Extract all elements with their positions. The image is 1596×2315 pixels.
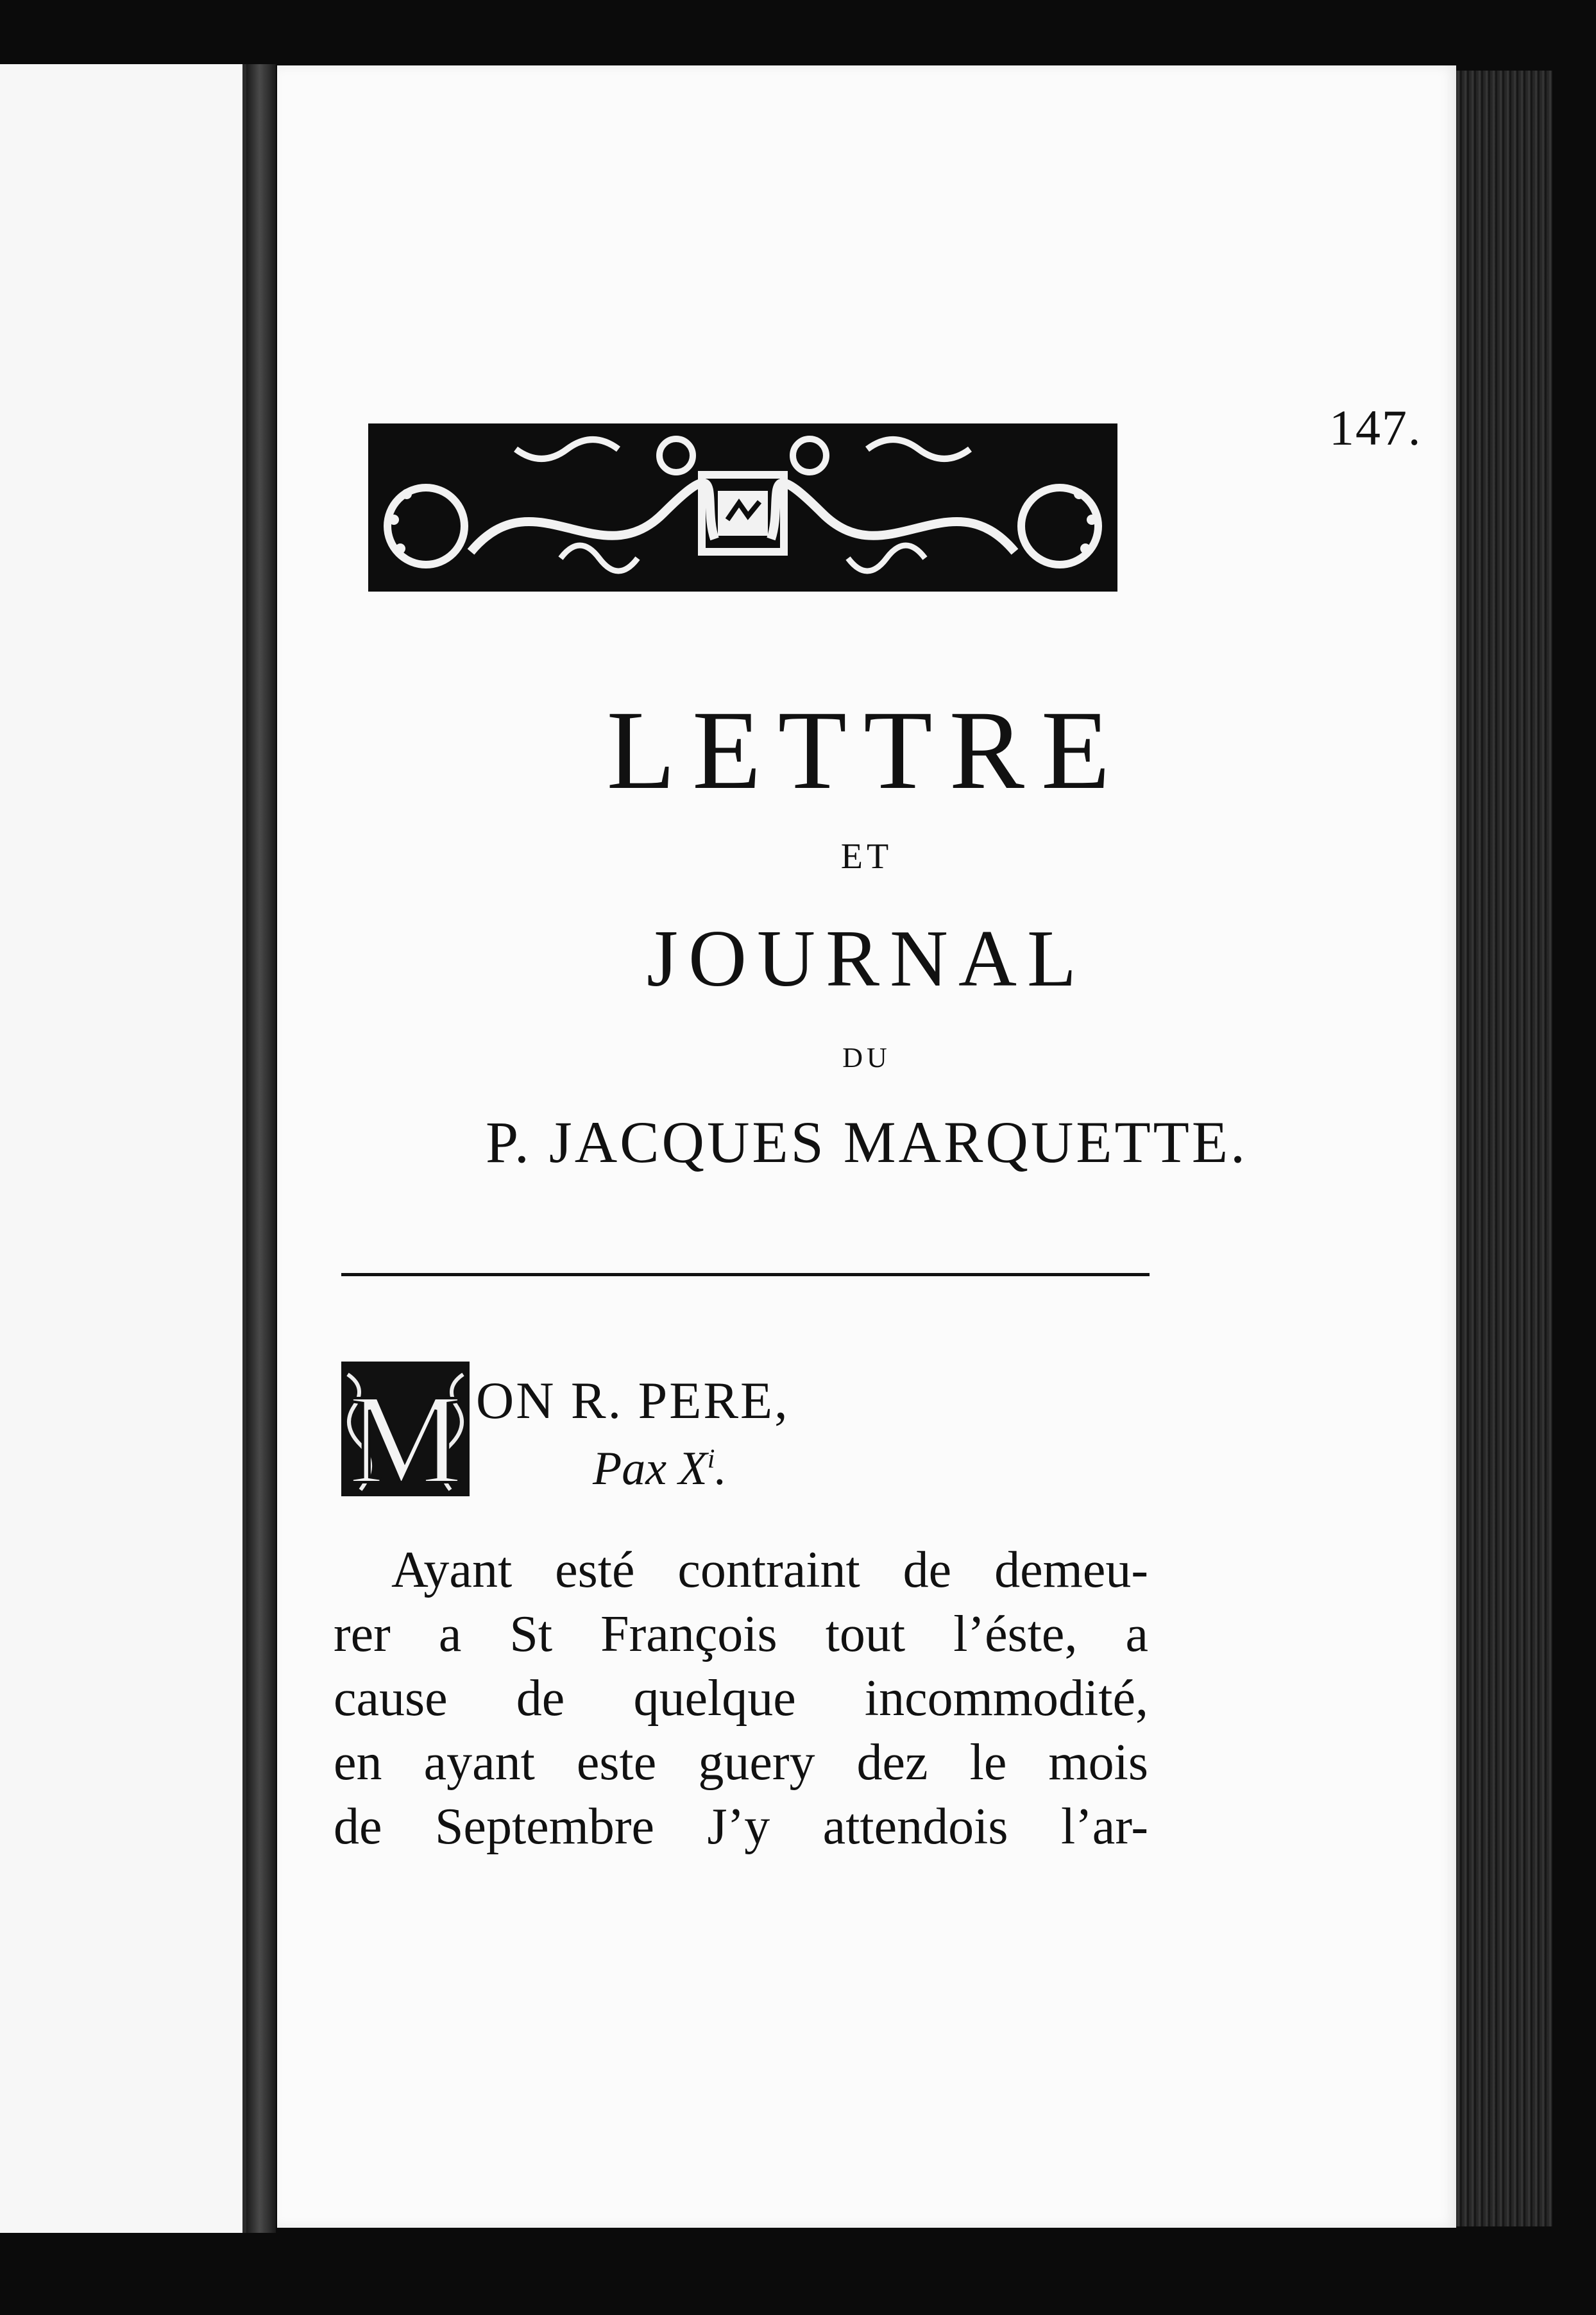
horizontal-rule: [341, 1273, 1150, 1276]
title-journal: JOURNAL: [646, 914, 1087, 1004]
woodcut-ornament-headpiece: [368, 423, 1117, 592]
decorated-initial-m: [341, 1362, 470, 1496]
text-line: en ayant este guery dez le mois: [334, 1734, 1148, 1791]
text-line: Ayant esté contraint de demeu-: [391, 1542, 1148, 1598]
svg-text:M: M: [348, 1369, 463, 1496]
title-author: P. JACQUES MARQUETTE.: [485, 1109, 1248, 1175]
pax-text: Pax X: [593, 1442, 708, 1495]
title-lettre: LETTRE: [606, 688, 1127, 813]
book-gutter: [246, 64, 276, 2233]
title-du: DU: [842, 1042, 891, 1073]
title-et: ET: [840, 837, 893, 876]
text-line: rer a St François tout l’éste, a: [334, 1606, 1148, 1662]
page-number: 147.: [1329, 400, 1422, 456]
pax-greeting: [593, 1442, 727, 1495]
book-page: [277, 65, 1456, 2228]
previous-page: [0, 64, 246, 2233]
pax-period: .: [715, 1442, 727, 1495]
text-line: de Septembre J’y attendois l’ar-: [334, 1798, 1148, 1855]
text-line: cause de quelque incommodité,: [334, 1670, 1148, 1727]
book-page-edges: [1456, 71, 1552, 2226]
pax-superscript: i: [707, 1444, 715, 1474]
salutation: ON R. PERE,: [476, 1371, 790, 1430]
